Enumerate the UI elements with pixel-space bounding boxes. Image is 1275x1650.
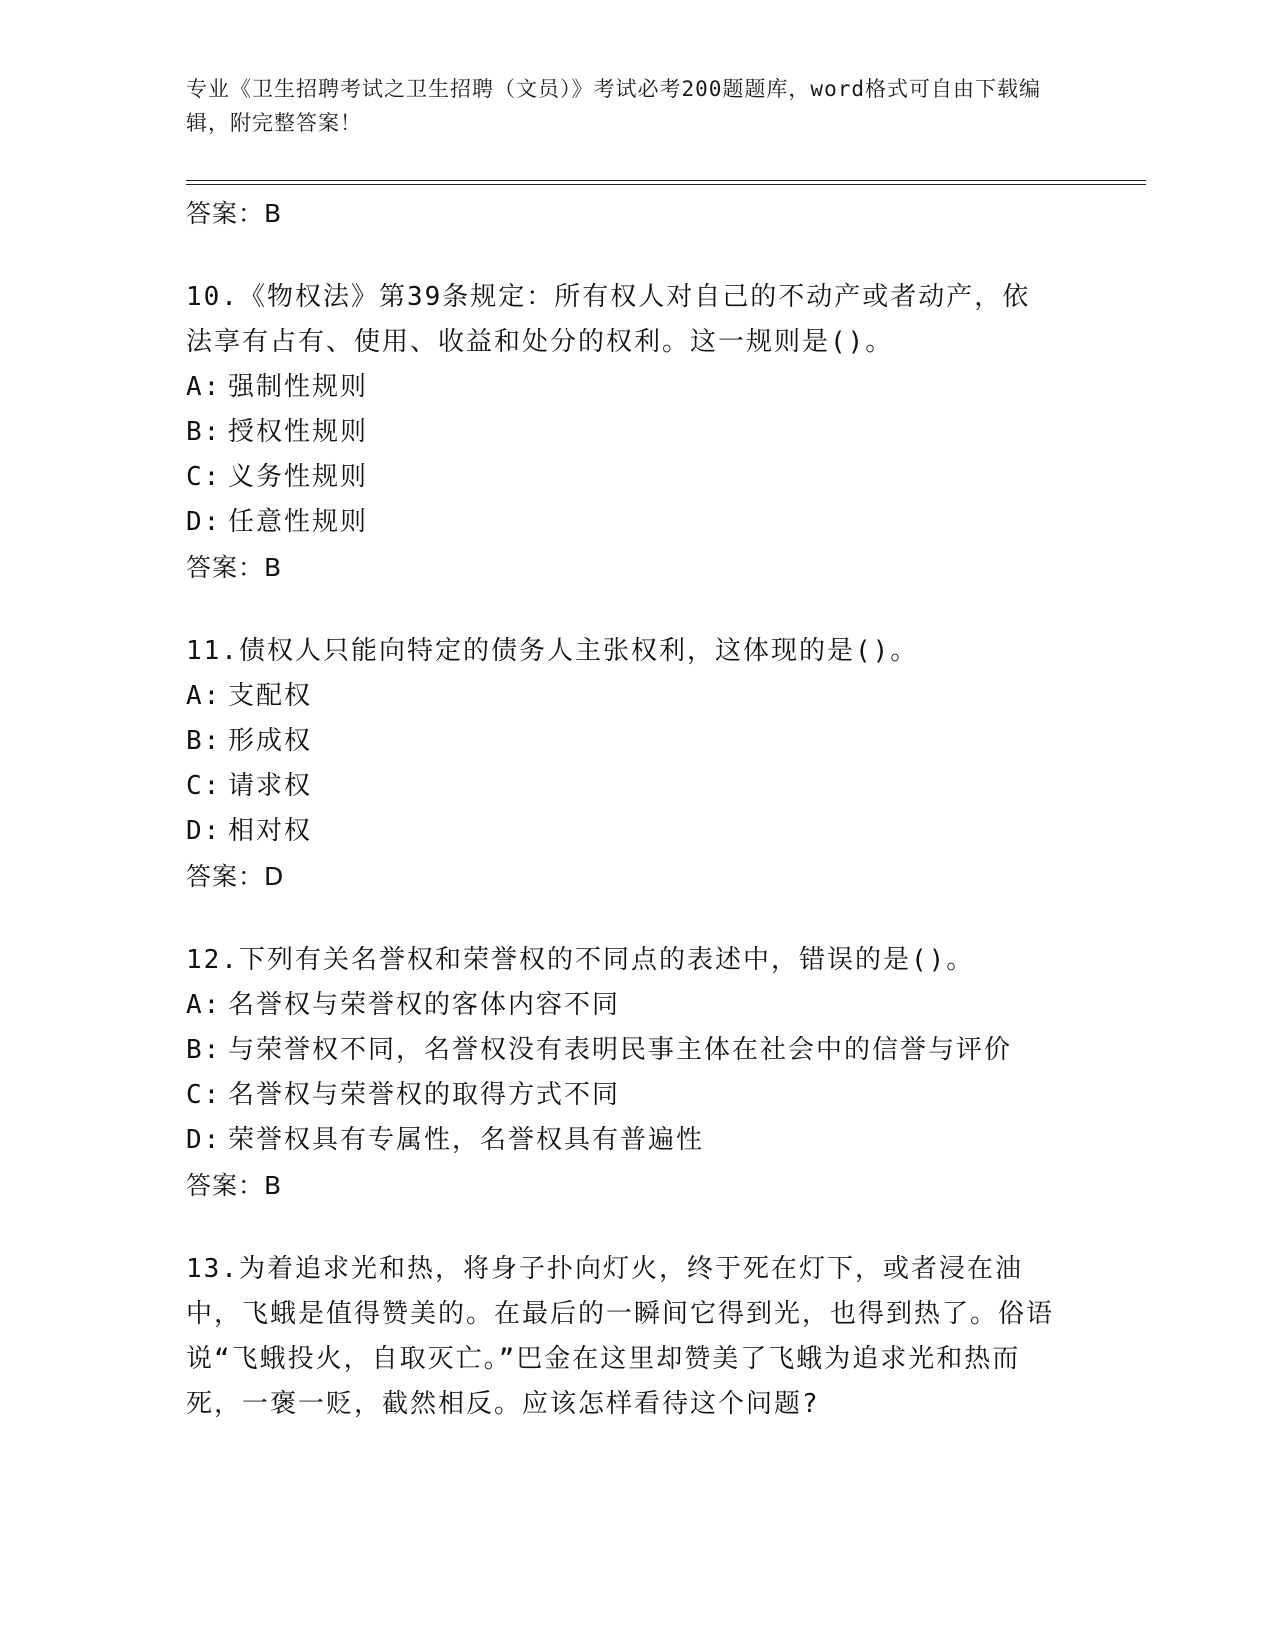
question-option [186,674,1146,719]
option-key: A: [186,990,222,1020]
question-block [186,275,1146,591]
answer-value: B [264,199,283,228]
option-key: A: [186,681,222,711]
answer-line [186,191,1146,237]
option-key: B: [186,726,222,756]
question-block [186,1247,1146,1427]
answer-line [186,545,1146,591]
option-key: B: [186,417,222,447]
option-key: C: [186,1080,222,1110]
answer-value: B [264,1171,283,1200]
question-stem: 11.债权人只能向特定的债务人主张权利，这体现的是()。 [186,636,919,666]
question-option [186,365,1146,410]
question-option [186,1118,1146,1163]
question-block [186,629,1146,900]
question-block [186,938,1146,1209]
question-option [186,719,1146,764]
option-text: 名誉权与荣誉权的客体内容不同 [228,990,621,1020]
option-key: D: [186,1125,222,1155]
question-option [186,809,1146,854]
question-option [186,1028,1146,1073]
document-header: 专业《卫生招聘考试之卫生招聘（文员）》考试必考200题题库，word格式可自由下载编辑，附完整答案！ [186,77,1041,135]
answer-value: D [264,862,285,891]
option-text: 荣誉权具有专属性，名誉权具有普遍性 [228,1125,705,1155]
answer-line [186,854,1146,900]
option-text: 义务性规则 [228,462,369,492]
option-key: A: [186,372,222,402]
question-option [186,410,1146,455]
answer-label: 答案： [186,199,265,228]
option-text: 支配权 [228,681,313,711]
answer-label: 答案： [186,862,265,891]
option-text: 形成权 [228,726,313,756]
answer-value: B [264,553,283,582]
option-key: C: [186,771,222,801]
header-divider [186,180,1146,185]
option-text: 任意性规则 [228,507,369,537]
option-key: D: [186,816,222,846]
question-option [186,500,1146,545]
option-key: D: [186,507,222,537]
question-option [186,764,1146,809]
option-text: 请求权 [228,771,313,801]
answer-line [186,1163,1146,1209]
question-stem: 13.为着追求光和热，将身子扑向灯火，终于死在灯下，或者浸在油中，飞蛾是值得赞美的。在最后的一瞬间它得到光，也得到热了。俗语说“飞蛾投火，自取灭亡。”巴金在这里却赞美了飞蛾为追求光和热而死，一褒一贬，截然相反。应该怎样看待这个问题? [186,1254,1055,1419]
option-text: 授权性规则 [228,417,369,447]
option-text: 与荣誉权不同，名誉权没有表明民事主体在社会中的信誉与评价 [228,1035,1013,1065]
option-text: 相对权 [228,816,313,846]
option-text: 强制性规则 [228,372,369,402]
question-option [186,455,1146,500]
answer-label: 答案： [186,1171,265,1200]
option-key: B: [186,1035,222,1065]
document-page [186,0,1146,1427]
question-stem: 12.下列有关名誉权和荣誉权的不同点的表述中，错误的是()。 [186,945,975,975]
question-option [186,983,1146,1028]
option-key: C: [186,462,222,492]
option-text: 名誉权与荣誉权的取得方式不同 [228,1080,621,1110]
question-option [186,1073,1146,1118]
answer-label: 答案： [186,553,265,582]
question-stem: 10.《物权法》第39条规定：所有权人对自己的不动产或者动产，依法享有占有、使用、收益和处分的权利。这一规则是()。 [186,282,1031,357]
